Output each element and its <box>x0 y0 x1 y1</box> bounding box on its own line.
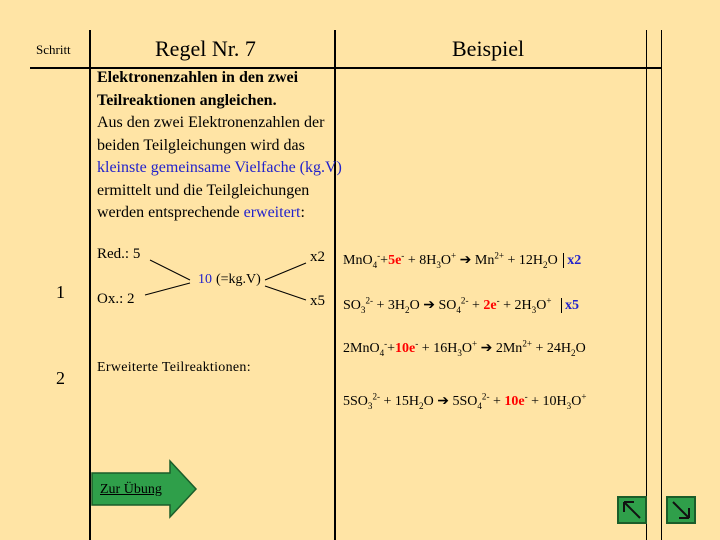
ox-factor: x5 <box>561 298 579 313</box>
rule-bold-line: Elektronenzahlen in den zwei Teilreaktionen angleichen. <box>97 69 299 109</box>
schritt-header: Schritt <box>36 42 71 57</box>
nav-back-button[interactable] <box>617 496 647 524</box>
nav-forward-button[interactable] <box>666 496 696 524</box>
kgv-number: 10 <box>198 272 212 287</box>
ox-label: Ox.: 2 <box>97 291 135 307</box>
rule-text-erweitert: erweitert <box>243 204 301 221</box>
factor-red-label: x2 <box>310 249 325 265</box>
kgv-rest: (=kg.V) <box>216 272 261 287</box>
red-factor: x2 <box>563 253 581 268</box>
grid-line-right-2 <box>661 30 662 540</box>
step-number-1: 1 <box>56 282 65 302</box>
rule-description <box>97 67 342 225</box>
factor-ox-label: x5 <box>310 293 325 309</box>
rule-text-1: Aus den zwei Elektronenzahlen der beiden Teilgleichungen wird das <box>97 114 325 154</box>
equation-red: $MnO_4^-+5e^- + 8H_3O^+$ ➔ $Mn^{2+} + 12H_2O$ x2 <box>343 250 582 270</box>
erweiterte-label: Erweiterte Teilreaktionen: <box>97 360 251 375</box>
zur-uebung-link[interactable]: Zur Übung <box>100 482 162 497</box>
rule-text-2: ermittelt und die Teilgleichungen werden entsprechende <box>97 181 310 221</box>
rule-text-end: : <box>300 204 305 221</box>
forward-arrow-icon <box>668 498 694 522</box>
equation-red-expanded: $2MnO_4^-+10e^- + 16H_3O^+$ ➔ $2Mn^{2+} + 24H_2O$ <box>343 338 586 358</box>
regel-header: Regel Nr. 7 <box>155 36 256 61</box>
back-arrow-icon <box>619 498 645 522</box>
grid-line-right-1 <box>646 30 647 540</box>
rule-text-kgv: kleinste gemeinsame Vielfache (kg.V) <box>97 159 342 176</box>
equation-ox-expanded: $5SO_3^{2-} + 15H_2O$ ➔ $5SO_4^{2-} + 10e^- + 10H_3O^+$ <box>343 391 587 411</box>
arrow-icon: ➔ <box>459 253 472 268</box>
arrow-icon: ➔ <box>480 341 493 356</box>
beispiel-header: Beispiel <box>452 36 525 61</box>
red-label: Red.: 5 <box>97 246 141 262</box>
arrow-icon: ➔ <box>437 394 449 409</box>
arrow-icon: ➔ <box>423 298 435 313</box>
step-number-2: 2 <box>56 368 65 388</box>
equation-ox: $SO_3^{2-} + 3H_2O$ ➔ $SO_4^{2-} + 2e^- + 2H_3O^+$ x5 <box>343 295 579 315</box>
